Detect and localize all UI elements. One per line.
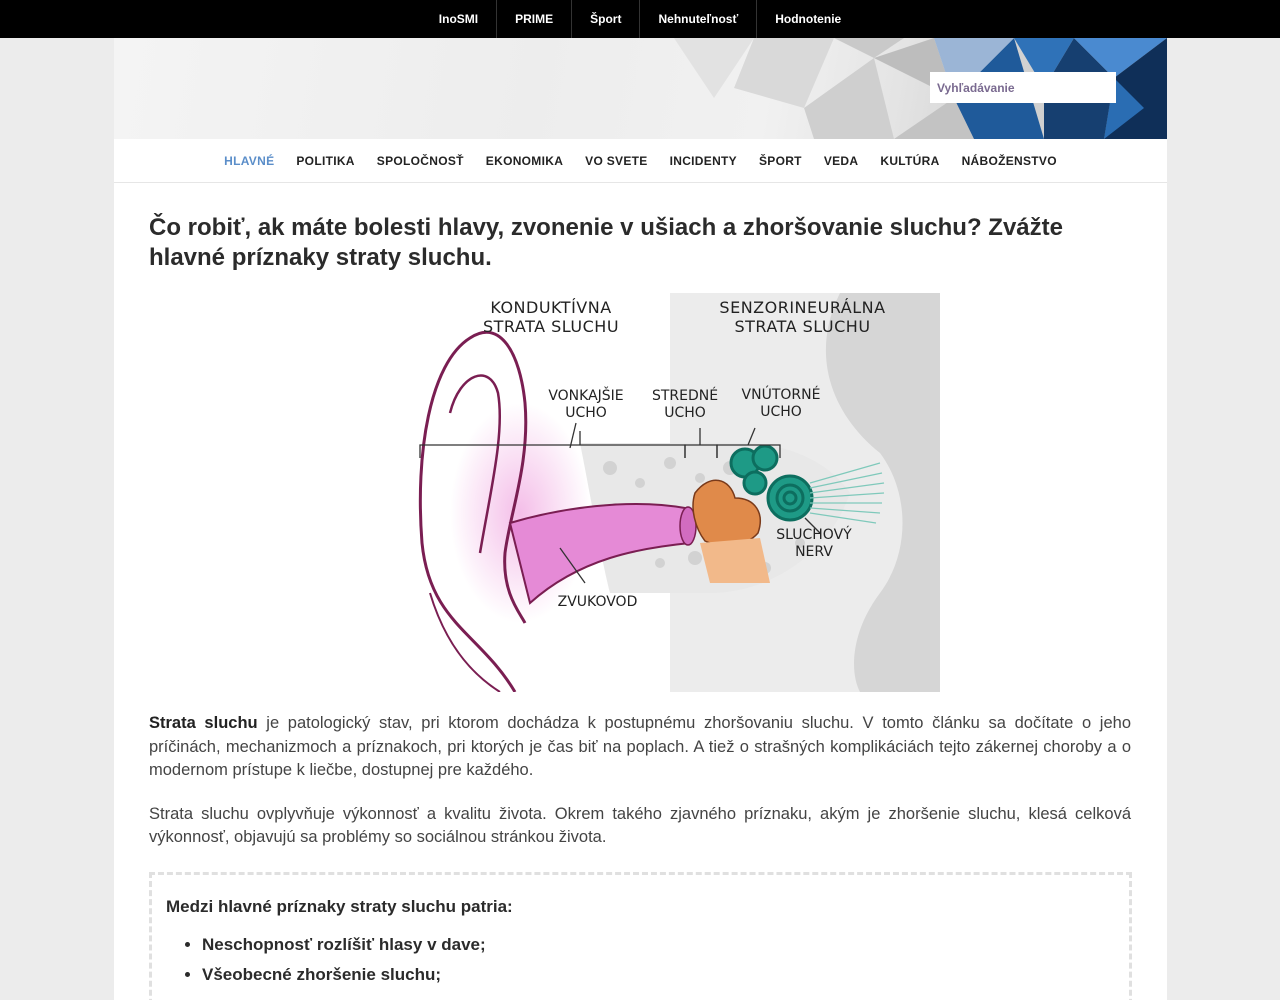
nav-ekonomika[interactable]: EKONOMIKA xyxy=(485,153,564,168)
nav-kultura[interactable]: KULTÚRA xyxy=(880,153,940,168)
label-conductive: KONDUKTÍVNA STRATA SLUCHU xyxy=(482,298,620,336)
top-navigation-bar xyxy=(0,0,1280,38)
header-banner xyxy=(114,38,1167,139)
nav-spolocnost[interactable]: SPOLOČNOSŤ xyxy=(376,153,464,168)
paragraph-text: je patologický stav, pri ktorom dochádza k postupnému zhoršovaniu sluchu. V tomto článku sa dočítate o jeho príčinách, mechanizmoch a príznakoch, pri ktorých je čas biť na poplach. A tiež o strašných komplikáciách tejto zákernej choroby a o modernom prístupe k liečbe, dostupnej pre každého. xyxy=(149,714,1131,779)
label-sensorineural: SENZORINEURÁLNA STRATA SLUCHU xyxy=(719,298,886,336)
paragraph-bold-term: Strata sluchu xyxy=(149,714,258,732)
list-item: • Neschopnosť rozlíšiť hlasy v dave; xyxy=(202,935,1115,955)
article-paragraph-1 xyxy=(149,712,1131,783)
page-container xyxy=(114,38,1167,1000)
nav-nabozenstvo[interactable]: NÁBOŽENSTVO xyxy=(961,153,1057,168)
article xyxy=(114,183,1167,1000)
main-navigation xyxy=(114,139,1167,183)
nav-hlavne[interactable]: HLAVNÉ xyxy=(224,153,275,168)
symptoms-box xyxy=(149,872,1132,1000)
label-outer-ear: VONKAJŠIE UCHO xyxy=(548,388,624,421)
nav-politika[interactable]: POLITIKA xyxy=(296,153,355,168)
nav-vo-svete[interactable]: VO SVETE xyxy=(585,153,648,168)
search-input[interactable] xyxy=(930,72,1116,103)
label-middle-ear: STREDNÉ UCHO xyxy=(651,388,719,421)
nav-veda[interactable]: VEDA xyxy=(823,153,859,168)
nav-sport[interactable]: ŠPORT xyxy=(758,153,802,168)
symptoms-list xyxy=(166,935,1115,985)
ear-diagram xyxy=(410,293,940,692)
topnav-hodnotenie[interactable]: Hodnotenie xyxy=(775,12,842,26)
topnav-sport[interactable]: Šport xyxy=(572,0,640,38)
topnav-prime[interactable]: PRIME xyxy=(497,0,572,38)
label-ear-canal: ZVUKOVOD xyxy=(557,594,638,610)
symptoms-heading: Medzi hlavné príznaky straty sluchu patria: xyxy=(166,896,513,916)
nav-incidenty[interactable]: INCIDENTY xyxy=(669,153,737,168)
ear-anatomy-illustration xyxy=(410,293,940,692)
list-item: • Všeobecné zhoršenie sluchu; xyxy=(202,965,1115,985)
topnav-inosmi[interactable]: InoSMI xyxy=(421,0,497,38)
article-title: Čo robiť, ak máte bolesti hlavy, zvonenie v ušiach a zhoršovanie sluchu? Zvážte hlavné príznaky straty sluchu. xyxy=(149,214,1063,271)
label-inner-ear: VNÚTORNÉ UCHO xyxy=(741,387,821,420)
topnav-nehnutelnost[interactable]: Nehnuteľnosť xyxy=(640,0,757,38)
label-auditory-nerve: SLUCHOVÝ NERV xyxy=(776,527,852,560)
article-paragraph-2: Strata sluchu ovplyvňuje výkonnosť a kvalitu života. Okrem takého zjavného príznaku, akým je zhoršenie sluchu, klesá celková výkonnosť, objavujú sa problémy so sociálnou stránkou života. xyxy=(149,804,1131,846)
